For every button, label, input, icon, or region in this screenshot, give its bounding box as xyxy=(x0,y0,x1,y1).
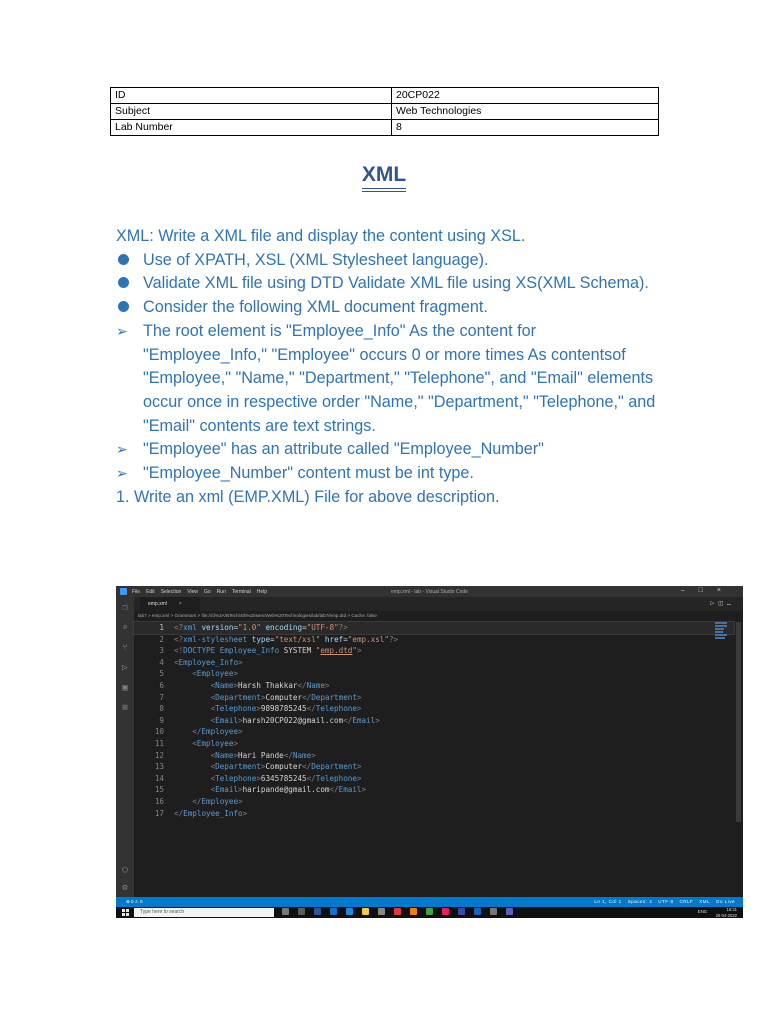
maximize-icon[interactable]: □ xyxy=(698,587,717,594)
code-line: 3 <!DOCTYPE Employee_Info SYSTEM "emp.dtd"> xyxy=(159,646,362,656)
code-line: 12 <Name>Hari Pande</Name> xyxy=(154,750,316,760)
editor-tabs xyxy=(134,597,743,611)
step-heading: 1. Write an xml (EMP.XML) File for above description. xyxy=(116,487,500,506)
code-area[interactable] xyxy=(134,622,734,819)
list-item-text: The root element is "Employee_Info" As the content for "Employee_Info," "Employee" occurs 0 or more times As contentsof "Employee," "Name," "Department," "Telephone", and "Email" elements occur once in respective order "Name," "Department," "Telephone," and "Email" contents are text strings. xyxy=(143,321,656,435)
store-icon[interactable] xyxy=(378,908,385,915)
source-control-icon[interactable]: ⑂ xyxy=(122,643,128,653)
code-line: 17 </Employee_Info> xyxy=(154,808,248,818)
table-row xyxy=(111,88,659,104)
list-item xyxy=(116,320,656,439)
menu-help[interactable]: Help xyxy=(256,589,268,595)
title-bar xyxy=(116,586,743,597)
status-right xyxy=(588,897,735,907)
table-cell-value: Web Technologies xyxy=(392,104,659,120)
indentation-status[interactable]: Spaces: 4 xyxy=(627,899,653,904)
table-row xyxy=(111,120,659,136)
list-item-text: "Employee_Number" content must be int type. xyxy=(143,464,474,483)
app-icon[interactable] xyxy=(394,908,401,915)
breadcrumb[interactable]: lab7 > emp.xml > Grammars > file:///d%3A/BTech/4th%20sem/Web%20Technologies/lab/lab7/emp.dtd > Cache: false xyxy=(138,613,377,618)
info-table xyxy=(110,87,659,136)
code-line: 13 <Department>Computer</Department> xyxy=(154,762,362,772)
menu-file[interactable]: File xyxy=(132,589,141,595)
minimize-icon[interactable]: – xyxy=(680,587,699,594)
editor-screenshot xyxy=(116,586,743,918)
cursor-position[interactable]: Ln 1, Col 1 xyxy=(594,899,622,904)
tab-label: emp.xml xyxy=(148,601,167,607)
window-title: emp.xml - lab - Visual Studio Code xyxy=(391,589,468,595)
language-mode[interactable]: XML xyxy=(699,899,710,904)
code-line: 6 <Name>Harsh Thakkar</Name> xyxy=(159,680,330,690)
code-line: 15 <Email>haripande@gmail.com</Email> xyxy=(154,785,367,795)
menu-view[interactable]: View xyxy=(187,589,199,595)
bullet-icon xyxy=(118,277,129,288)
table-row xyxy=(111,104,659,120)
arrow-bullet-icon: ➢ xyxy=(116,441,128,458)
windows-taskbar xyxy=(116,907,743,918)
code-line: 5 <Employee> xyxy=(159,669,239,679)
more-actions-icon[interactable]: … xyxy=(726,599,735,607)
table-cell-label: ID xyxy=(111,88,392,104)
explorer-icon[interactable]: ❐ xyxy=(122,603,128,613)
app-icon[interactable] xyxy=(490,908,497,915)
code-line: 4 <Employee_Info> xyxy=(159,657,243,667)
code-line: 14 <Telephone>6345785245</Telephone> xyxy=(154,773,362,783)
code-line: 1 <?xml version="1.0" encoding="UTF-8"?> xyxy=(134,622,734,634)
settings-gear-icon[interactable]: ⚙ xyxy=(122,883,128,893)
task-view-icon[interactable] xyxy=(282,908,289,915)
search-icon[interactable]: ⌕ xyxy=(122,623,128,633)
split-editor-icon[interactable]: ◫ xyxy=(718,599,727,607)
editor-actions xyxy=(710,599,735,607)
page-title xyxy=(0,163,768,189)
arrow-bullet-icon: ➢ xyxy=(116,322,128,339)
status-bar xyxy=(116,897,743,907)
menu-selection[interactable]: Selection xyxy=(160,589,182,595)
file-explorer-icon[interactable] xyxy=(362,908,369,915)
run-debug-icon[interactable]: ▷ xyxy=(122,663,128,673)
minimap[interactable] xyxy=(715,622,727,640)
list-item xyxy=(116,438,656,462)
activity-bar xyxy=(116,597,134,897)
list-item-text: Consider the following XML document fragment. xyxy=(143,298,488,317)
menu-edit[interactable]: Edit xyxy=(146,589,155,595)
teams-icon[interactable] xyxy=(506,908,513,915)
list-item xyxy=(116,272,656,296)
extensions-icon[interactable]: ⊞ xyxy=(122,703,128,713)
windows-start-icon[interactable] xyxy=(122,909,129,916)
app-icon[interactable] xyxy=(458,908,465,915)
page-title-text: XML xyxy=(362,163,406,189)
code-line: 9 <Email>harsh20CP022@gmail.com</Email> xyxy=(159,715,380,725)
chrome-icon[interactable] xyxy=(426,908,433,915)
code-line: 11 <Employee> xyxy=(154,738,239,748)
account-icon[interactable]: ◯ xyxy=(122,865,128,875)
problems-status[interactable]: ⊗ 0 ⚠ 0 xyxy=(126,899,143,904)
table-cell-label: Lab Number xyxy=(111,120,392,136)
close-icon[interactable]: × xyxy=(716,587,735,594)
table-cell-value: 20CP022 xyxy=(392,88,659,104)
taskbar-search-input[interactable]: Type here to search xyxy=(134,908,274,917)
go-live-button[interactable]: Go Live xyxy=(715,899,735,904)
taskbar-apps xyxy=(282,908,522,917)
code-line: 8 <Telephone>9898785245</Telephone> xyxy=(159,704,362,714)
run-icon[interactable]: ▷ xyxy=(710,599,719,607)
body-text xyxy=(116,225,656,509)
tray-date: 26-04-2022 xyxy=(715,912,737,918)
table-cell-value: 8 xyxy=(392,120,659,136)
edge-icon[interactable] xyxy=(346,908,353,915)
dropbox-icon[interactable] xyxy=(330,908,337,915)
list-item xyxy=(116,296,656,320)
app-icon[interactable] xyxy=(314,908,321,915)
tray-time: 16:21 xyxy=(726,907,737,912)
app-icon[interactable] xyxy=(410,908,417,915)
list-item-text: Use of XPATH, XSL (XML Stylesheet language). xyxy=(143,250,489,269)
app-icon[interactable] xyxy=(298,908,305,915)
menu-run[interactable]: Run xyxy=(216,589,226,595)
app-icon[interactable] xyxy=(442,908,449,915)
code-line: 7 <Department>Computer</Department> xyxy=(159,692,362,702)
vertical-scrollbar[interactable] xyxy=(736,622,741,822)
list-item xyxy=(116,462,656,486)
line-ending-status[interactable]: CRLF xyxy=(679,899,694,904)
encoding-status[interactable]: UTF-8 xyxy=(658,899,674,904)
list-item xyxy=(116,249,656,273)
bullet-icon xyxy=(118,301,129,312)
code-line: 10 </Employee> xyxy=(154,727,243,737)
code-line: 16 </Employee> xyxy=(154,796,243,806)
list-item-text: Validate XML file using DTD Validate XML file using XS(XML Schema). xyxy=(143,274,649,293)
table-cell-label: Subject xyxy=(111,104,392,120)
window-controls xyxy=(681,587,735,594)
tray-lang[interactable]: ENG xyxy=(697,909,707,914)
menu-go[interactable]: Go xyxy=(204,589,211,595)
system-tray xyxy=(697,907,737,918)
bullet-icon xyxy=(118,254,129,265)
list-item-text: "Employee" has an attribute called "Employee_Number" xyxy=(143,440,544,459)
menu-terminal[interactable]: Terminal xyxy=(231,589,251,595)
tab-close-icon[interactable]: × xyxy=(178,601,182,607)
remote-icon[interactable]: ▣ xyxy=(122,683,128,693)
arrow-bullet-icon: ➢ xyxy=(116,465,128,482)
code-line: 2 <?xml-stylesheet type="text/xsl" href="emp.xsl"?> xyxy=(159,634,399,644)
intro-paragraph: XML: Write a XML file and display the content using XSL. xyxy=(116,227,526,245)
vscode-taskbar-icon[interactable] xyxy=(474,908,481,915)
tab-emp-xml[interactable] xyxy=(140,597,200,611)
